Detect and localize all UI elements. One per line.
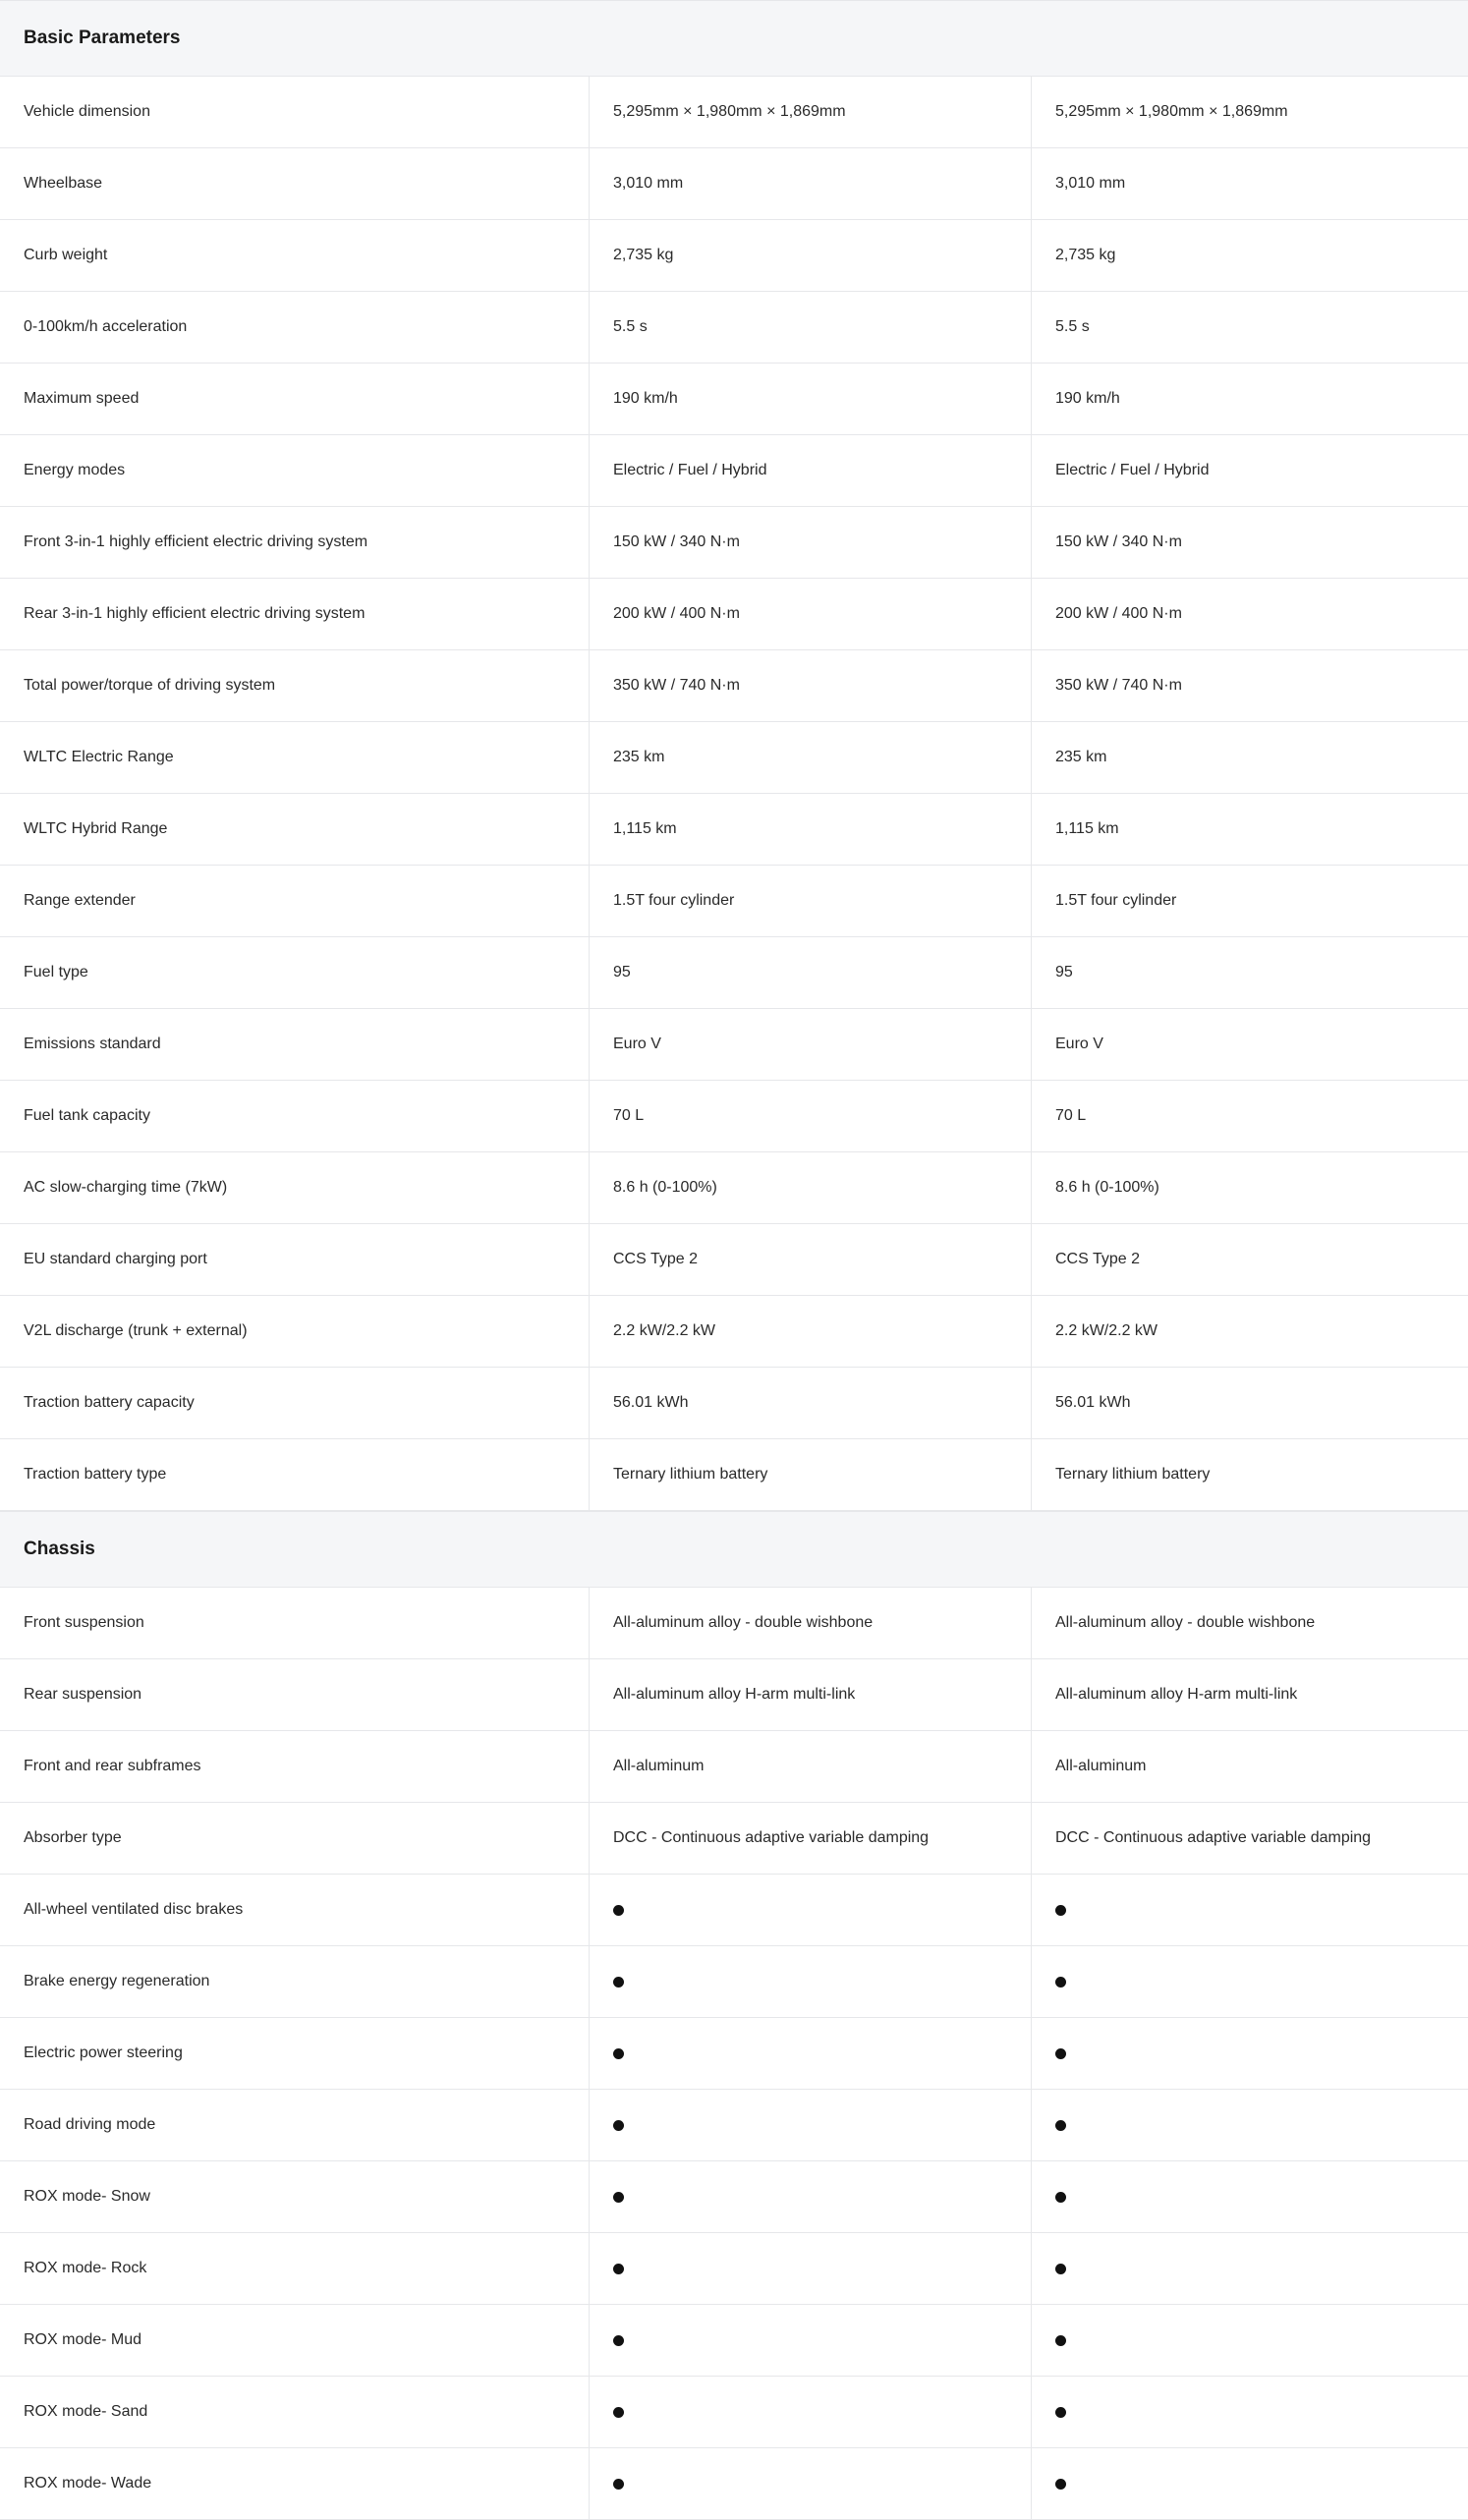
spec-label: ROX mode- Sand [24, 2403, 148, 2420]
spec-value-model-2: 150 kW / 340 N·m [1031, 507, 1468, 578]
spec-value-model-2: 1.5T four cylinder [1031, 866, 1468, 936]
spec-label: Front 3-in-1 highly efficient electric driving system [24, 533, 368, 550]
spec-label: ROX mode- Snow [24, 2188, 150, 2205]
spec-row [0, 2233, 1468, 2305]
spec-value-model-1 [589, 2161, 1031, 2232]
spec-label: Wheelbase [24, 175, 103, 192]
spec-label: Electric power steering [24, 2044, 183, 2061]
spec-value-model-2: 56.01 kWh [1031, 1368, 1468, 1438]
spec-row [0, 2377, 1468, 2448]
included-dot-icon [1055, 2048, 1066, 2059]
spec-value-model-2: All-aluminum alloy H-arm multi-link [1031, 1659, 1468, 1730]
spec-row [0, 579, 1468, 650]
spec-value-model-2: Electric / Fuel / Hybrid [1031, 435, 1468, 506]
spec-value-model-2: CCS Type 2 [1031, 1224, 1468, 1295]
spec-row [0, 435, 1468, 507]
spec-value-model-1: 200 kW / 400 N·m [589, 579, 1031, 649]
spec-value-model-1: 1.5T four cylinder [589, 866, 1031, 936]
spec-row [0, 2448, 1468, 2520]
spec-label: Rear suspension [24, 1686, 142, 1703]
spec-row [0, 1152, 1468, 1224]
spec-value-model-1: Euro V [589, 1009, 1031, 1080]
spec-value-model-1: 2.2 kW/2.2 kW [589, 1296, 1031, 1367]
spec-value-model-1: 1,115 km [589, 794, 1031, 865]
spec-label: AC slow-charging time (7kW) [24, 1179, 228, 1196]
spec-row [0, 220, 1468, 292]
spec-label: WLTC Hybrid Range [24, 820, 168, 837]
spec-value-model-2: 2,735 kg [1031, 220, 1468, 291]
spec-label: Curb weight [24, 247, 108, 263]
spec-row [0, 2161, 1468, 2233]
included-dot-icon [1055, 2407, 1066, 2418]
included-dot-icon [613, 2264, 624, 2274]
included-dot-icon [1055, 1905, 1066, 1916]
spec-value-model-2: 5,295mm × 1,980mm × 1,869mm [1031, 77, 1468, 147]
spec-value-model-2: 70 L [1031, 1081, 1468, 1151]
spec-label: Absorber type [24, 1829, 122, 1846]
spec-label: V2L discharge (trunk + external) [24, 1322, 248, 1339]
spec-row [0, 1368, 1468, 1439]
section-header: Chassis [0, 1511, 1468, 1588]
spec-value-model-1: 2,735 kg [589, 220, 1031, 291]
spec-value-model-2 [1031, 2161, 1468, 2232]
spec-value-model-1 [589, 1946, 1031, 2017]
spec-value-model-2 [1031, 2090, 1468, 2160]
spec-row [0, 1588, 1468, 1659]
spec-row [0, 1081, 1468, 1152]
spec-label: Energy modes [24, 462, 126, 478]
spec-value-model-1 [589, 2090, 1031, 2160]
spec-value-model-2 [1031, 1946, 1468, 2017]
spec-label: ROX mode- Mud [24, 2331, 142, 2348]
spec-value-model-2 [1031, 2233, 1468, 2304]
spec-value-model-2: 190 km/h [1031, 364, 1468, 434]
spec-row [0, 794, 1468, 866]
spec-label: Vehicle dimension [24, 103, 150, 120]
spec-label: Total power/torque of driving system [24, 677, 276, 694]
included-dot-icon [1055, 1977, 1066, 1988]
spec-value-model-1: Ternary lithium battery [589, 1439, 1031, 1510]
spec-value-model-2: 235 km [1031, 722, 1468, 793]
spec-value-model-2: 200 kW / 400 N·m [1031, 579, 1468, 649]
spec-row [0, 2090, 1468, 2161]
included-dot-icon [613, 2335, 624, 2346]
spec-value-model-1 [589, 2233, 1031, 2304]
spec-row [0, 1731, 1468, 1803]
spec-value-model-2 [1031, 2305, 1468, 2376]
spec-value-model-1 [589, 2305, 1031, 2376]
spec-value-model-1 [589, 2018, 1031, 2089]
spec-value-model-2: 1,115 km [1031, 794, 1468, 865]
spec-row [0, 364, 1468, 435]
spec-value-model-1: 150 kW / 340 N·m [589, 507, 1031, 578]
spec-label: Rear 3-in-1 highly efficient electric driving system [24, 605, 366, 622]
spec-value-model-1: DCC - Continuous adaptive variable damping [589, 1803, 1031, 1874]
spec-value-model-1: 5,295mm × 1,980mm × 1,869mm [589, 77, 1031, 147]
spec-row [0, 1296, 1468, 1368]
included-dot-icon [1055, 2120, 1066, 2131]
spec-label: Front suspension [24, 1614, 144, 1631]
spec-label: ROX mode- Wade [24, 2475, 152, 2492]
spec-value-model-2 [1031, 2377, 1468, 2447]
spec-value-model-2 [1031, 1875, 1468, 1945]
section-header: Basic Parameters [0, 0, 1468, 77]
spec-label: Maximum speed [24, 390, 140, 407]
spec-value-model-2: DCC - Continuous adaptive variable damping [1031, 1803, 1468, 1874]
spec-value-model-2: Euro V [1031, 1009, 1468, 1080]
spec-value-model-1: Electric / Fuel / Hybrid [589, 435, 1031, 506]
spec-row [0, 507, 1468, 579]
spec-value-model-1: 3,010 mm [589, 148, 1031, 219]
spec-row [0, 292, 1468, 364]
spec-label: Emissions standard [24, 1036, 161, 1052]
spec-value-model-2 [1031, 2448, 1468, 2519]
included-dot-icon [613, 2479, 624, 2490]
spec-value-model-2: All-aluminum [1031, 1731, 1468, 1802]
included-dot-icon [1055, 2479, 1066, 2490]
spec-row [0, 722, 1468, 794]
spec-value-model-2: Ternary lithium battery [1031, 1439, 1468, 1510]
spec-label: WLTC Electric Range [24, 749, 174, 765]
included-dot-icon [613, 2192, 624, 2203]
spec-row [0, 148, 1468, 220]
spec-value-model-2: 350 kW / 740 N·m [1031, 650, 1468, 721]
spec-value-model-2 [1031, 2018, 1468, 2089]
spec-label: Traction battery type [24, 1466, 167, 1483]
spec-value-model-1: 5.5 s [589, 292, 1031, 363]
spec-label: Brake energy regeneration [24, 1973, 210, 1989]
spec-value-model-1: 8.6 h (0-100%) [589, 1152, 1031, 1223]
spec-row [0, 1803, 1468, 1875]
spec-row [0, 1659, 1468, 1731]
spec-value-model-2: 5.5 s [1031, 292, 1468, 363]
included-dot-icon [1055, 2192, 1066, 2203]
spec-label: Range extender [24, 892, 136, 909]
spec-value-model-1: 190 km/h [589, 364, 1031, 434]
spec-row [0, 1009, 1468, 1081]
spec-value-model-1 [589, 1875, 1031, 1945]
spec-value-model-1: 56.01 kWh [589, 1368, 1031, 1438]
spec-value-model-1: 70 L [589, 1081, 1031, 1151]
spec-value-model-1: 95 [589, 937, 1031, 1008]
spec-label: Fuel tank capacity [24, 1107, 150, 1124]
included-dot-icon [1055, 2264, 1066, 2274]
spec-row [0, 650, 1468, 722]
spec-row [0, 1224, 1468, 1296]
spec-value-model-1: 350 kW / 740 N·m [589, 650, 1031, 721]
spec-value-model-2: 2.2 kW/2.2 kW [1031, 1296, 1468, 1367]
spec-label: EU standard charging port [24, 1251, 207, 1267]
spec-row [0, 77, 1468, 148]
spec-value-model-1: 235 km [589, 722, 1031, 793]
spec-label: 0-100km/h acceleration [24, 318, 188, 335]
included-dot-icon [613, 1977, 624, 1988]
spec-value-model-1: All-aluminum alloy - double wishbone [589, 1588, 1031, 1658]
included-dot-icon [613, 1905, 624, 1916]
spec-label: All-wheel ventilated disc brakes [24, 1901, 244, 1918]
spec-value-model-1 [589, 2448, 1031, 2519]
included-dot-icon [1055, 2335, 1066, 2346]
spec-value-model-2: 95 [1031, 937, 1468, 1008]
spec-row [0, 2018, 1468, 2090]
included-dot-icon [613, 2048, 624, 2059]
spec-value-model-1: CCS Type 2 [589, 1224, 1031, 1295]
spec-label: ROX mode- Rock [24, 2260, 147, 2276]
spec-row [0, 937, 1468, 1009]
spec-row [0, 1946, 1468, 2018]
spec-value-model-2: All-aluminum alloy - double wishbone [1031, 1588, 1468, 1658]
spec-label: Traction battery capacity [24, 1394, 195, 1411]
spec-row [0, 866, 1468, 937]
included-dot-icon [613, 2407, 624, 2418]
spec-label: Front and rear subframes [24, 1758, 201, 1774]
spec-value-model-2: 3,010 mm [1031, 148, 1468, 219]
included-dot-icon [613, 2120, 624, 2131]
spec-label: Fuel type [24, 964, 88, 980]
spec-value-model-1: All-aluminum alloy H-arm multi-link [589, 1659, 1031, 1730]
spec-label: Road driving mode [24, 2116, 156, 2133]
spec-value-model-2: 8.6 h (0-100%) [1031, 1152, 1468, 1223]
spec-row [0, 1875, 1468, 1946]
spec-row [0, 2305, 1468, 2377]
spec-value-model-1: All-aluminum [589, 1731, 1031, 1802]
spec-value-model-1 [589, 2377, 1031, 2447]
spec-row [0, 1439, 1468, 1511]
